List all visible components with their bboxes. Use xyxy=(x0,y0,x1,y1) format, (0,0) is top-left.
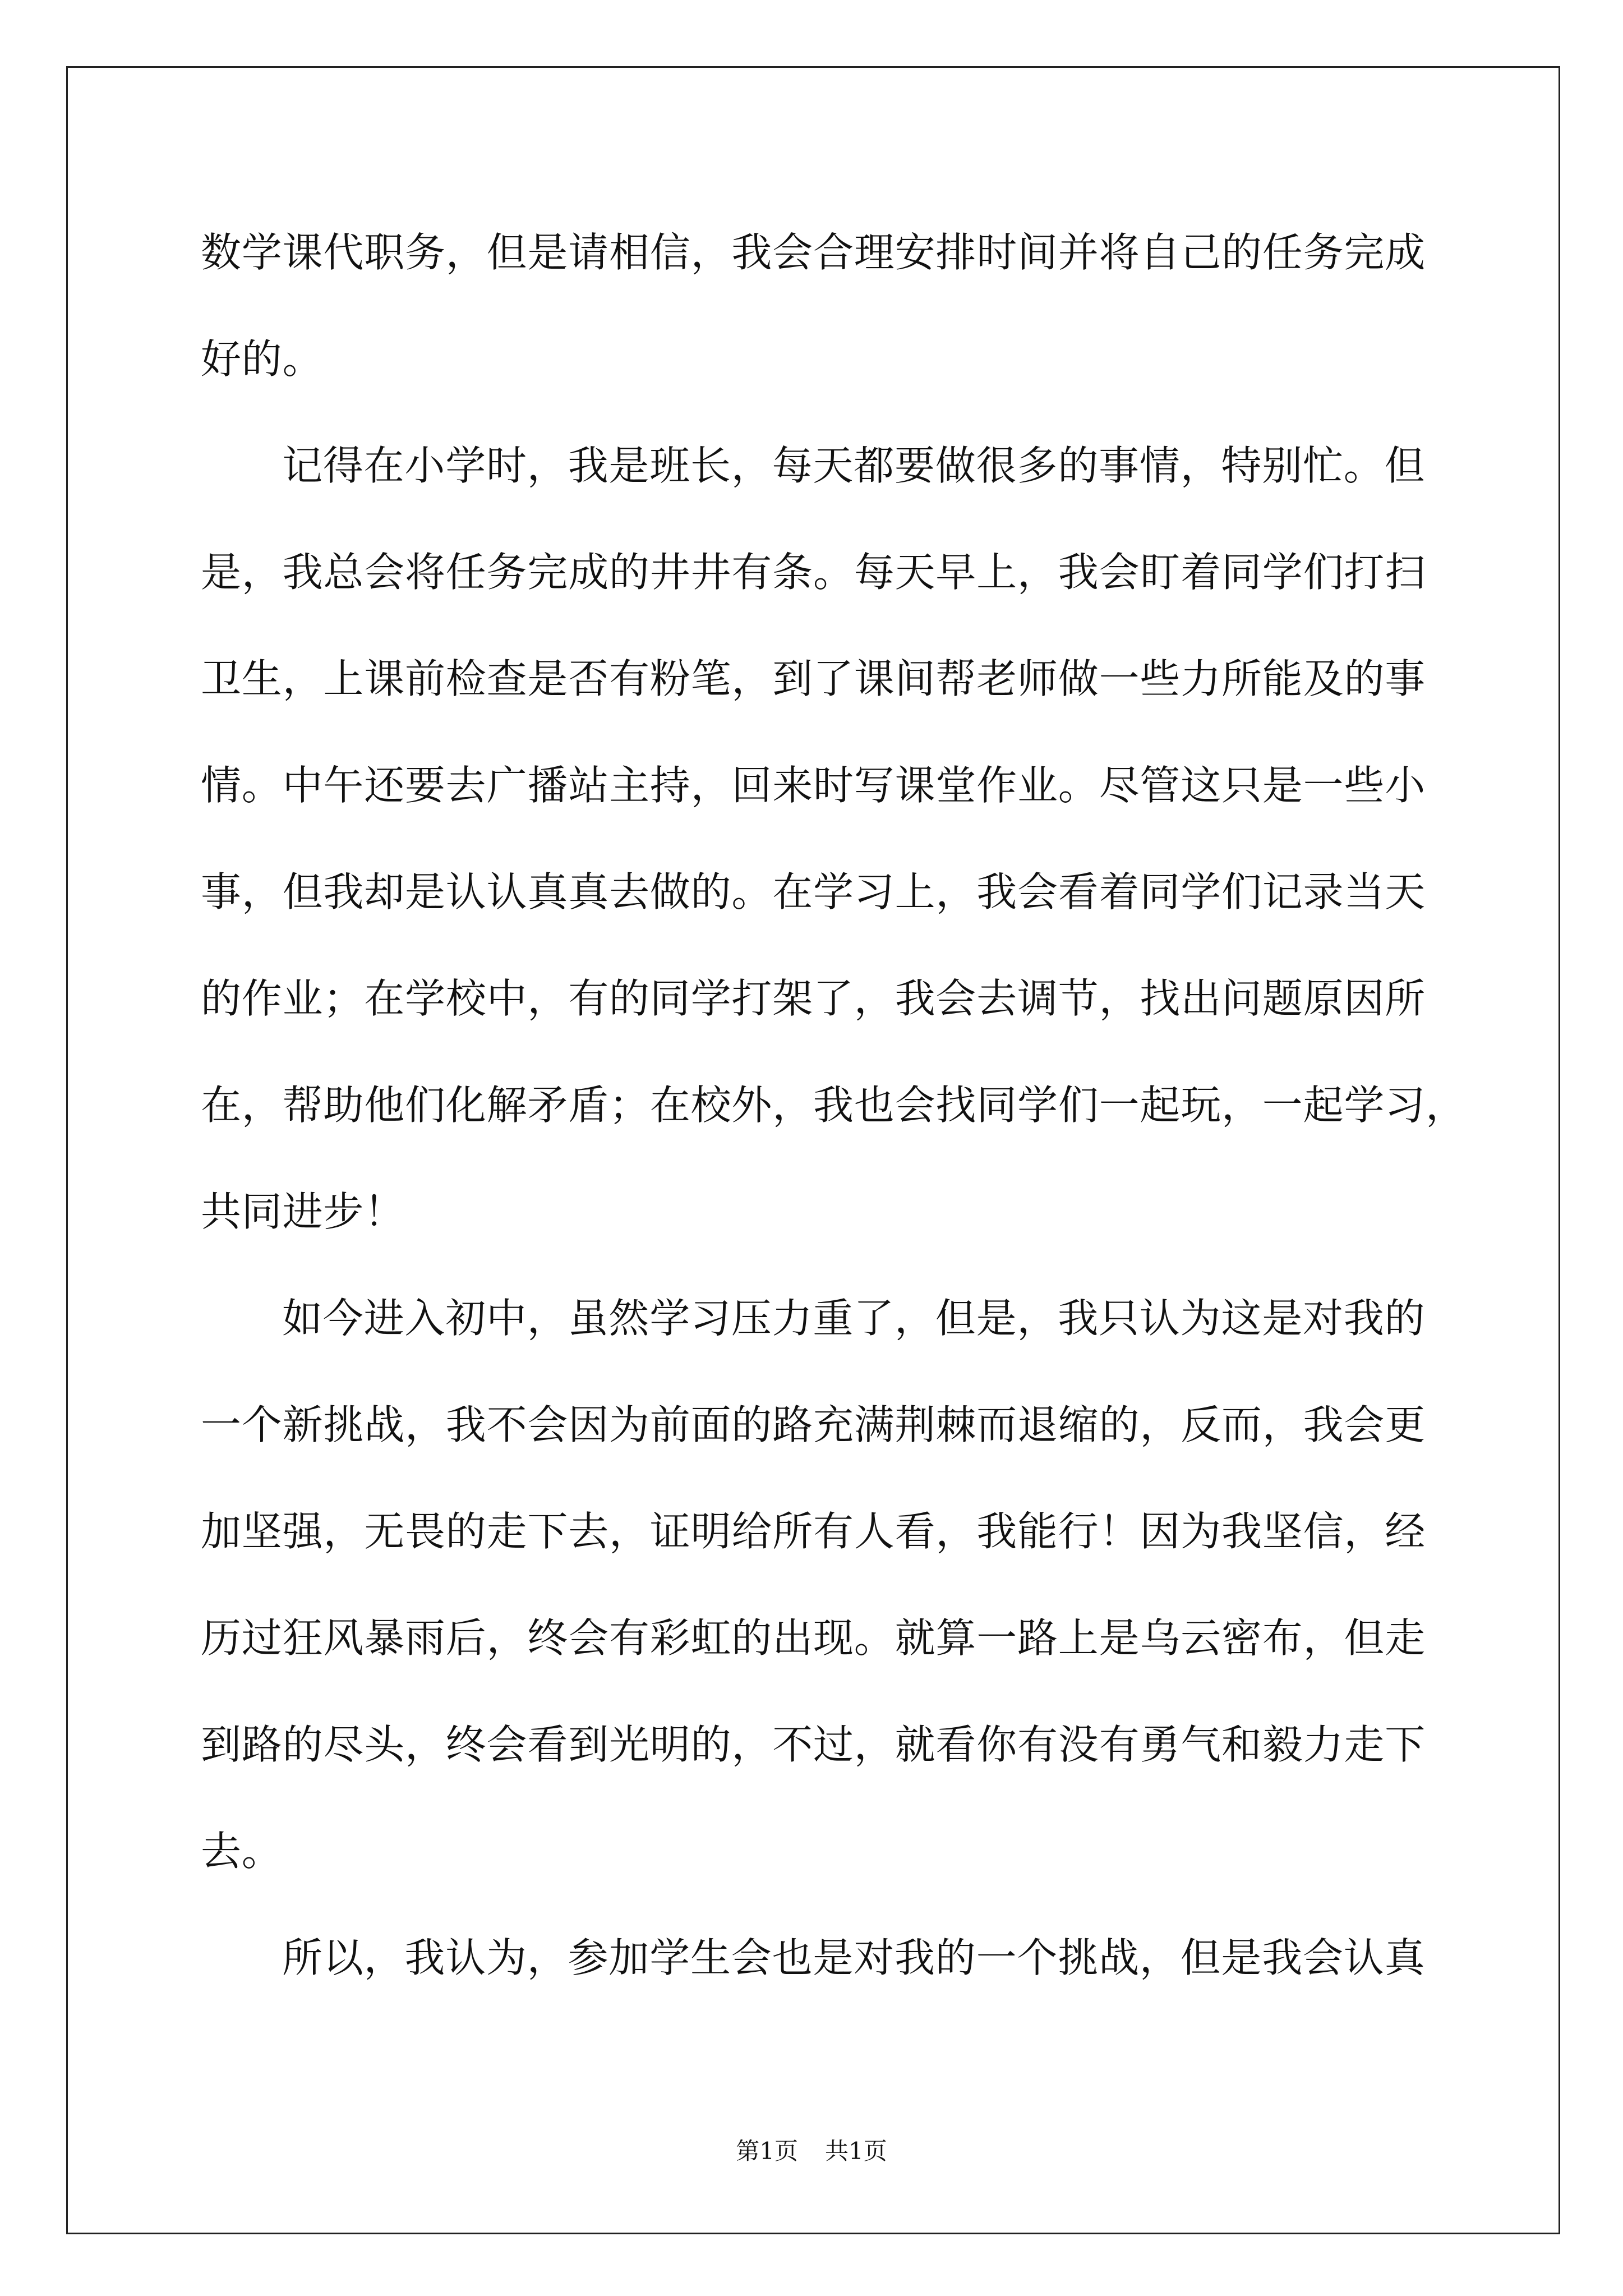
page-footer xyxy=(0,2134,1623,2168)
document-body xyxy=(201,199,1507,2011)
text-line: 是，我总会将任务完成的井井有条。每天早上，我会盯着同学们打扫 xyxy=(201,549,1426,596)
paragraph xyxy=(201,1904,1507,2011)
text-line: 一个新挑战，我不会因为前面的路充满荆棘而退缩的，反而，我会更 xyxy=(201,1401,1426,1448)
text-line: 在，帮助他们化解矛盾；在校外，我也会找同学们一起玩，一起学习， xyxy=(201,1082,1467,1129)
paragraph xyxy=(201,412,1507,1265)
text-line: 情。中午还要去广播站主持，回来时写课堂作业。尽管这只是一些小 xyxy=(201,762,1426,809)
text-line: 记得在小学时，我是班长，每天都要做很多的事情，特别忙。但 xyxy=(282,442,1426,489)
text-line: 历过狂风暴雨后，终会有彩虹的出现。就算一路上是乌云密布，但走 xyxy=(201,1614,1426,1662)
text-line: 去。 xyxy=(201,1828,283,1875)
text-line: 好的。 xyxy=(201,335,324,383)
text-line: 卫生，上课前检查是否有粉笔，到了课间帮老师做一些力所能及的事 xyxy=(201,655,1426,702)
text-line: 的作业；在学校中，有的同学打架了，我会去调节，找出问题原因所 xyxy=(201,975,1426,1022)
text-line: 数学课代职务，但是请相信，我会合理安排时间并将自己的任务完成 xyxy=(201,229,1426,276)
page-number: 第1页 xyxy=(736,2137,798,2165)
text-line: 到路的尽头，终会看到光明的，不过，就看你有没有勇气和毅力走下 xyxy=(201,1721,1426,1768)
text-line: 加坚强，无畏的走下去，证明给所有人看，我能行！因为我坚信，经 xyxy=(201,1508,1426,1555)
text-line: 如今进入初中，虽然学习压力重了，但是，我只认为这是对我的 xyxy=(282,1295,1426,1342)
paragraph xyxy=(201,1265,1507,1904)
text-line: 所以，我认为，参加学生会也是对我的一个挑战，但是我会认真 xyxy=(282,1934,1426,1981)
page-total: 共1页 xyxy=(825,2137,887,2165)
text-line: 事，但我却是认认真真去做的。在学习上，我会看着同学们记录当天 xyxy=(201,868,1426,915)
paragraph xyxy=(201,199,1507,412)
text-line: 共同进步！ xyxy=(201,1188,405,1235)
